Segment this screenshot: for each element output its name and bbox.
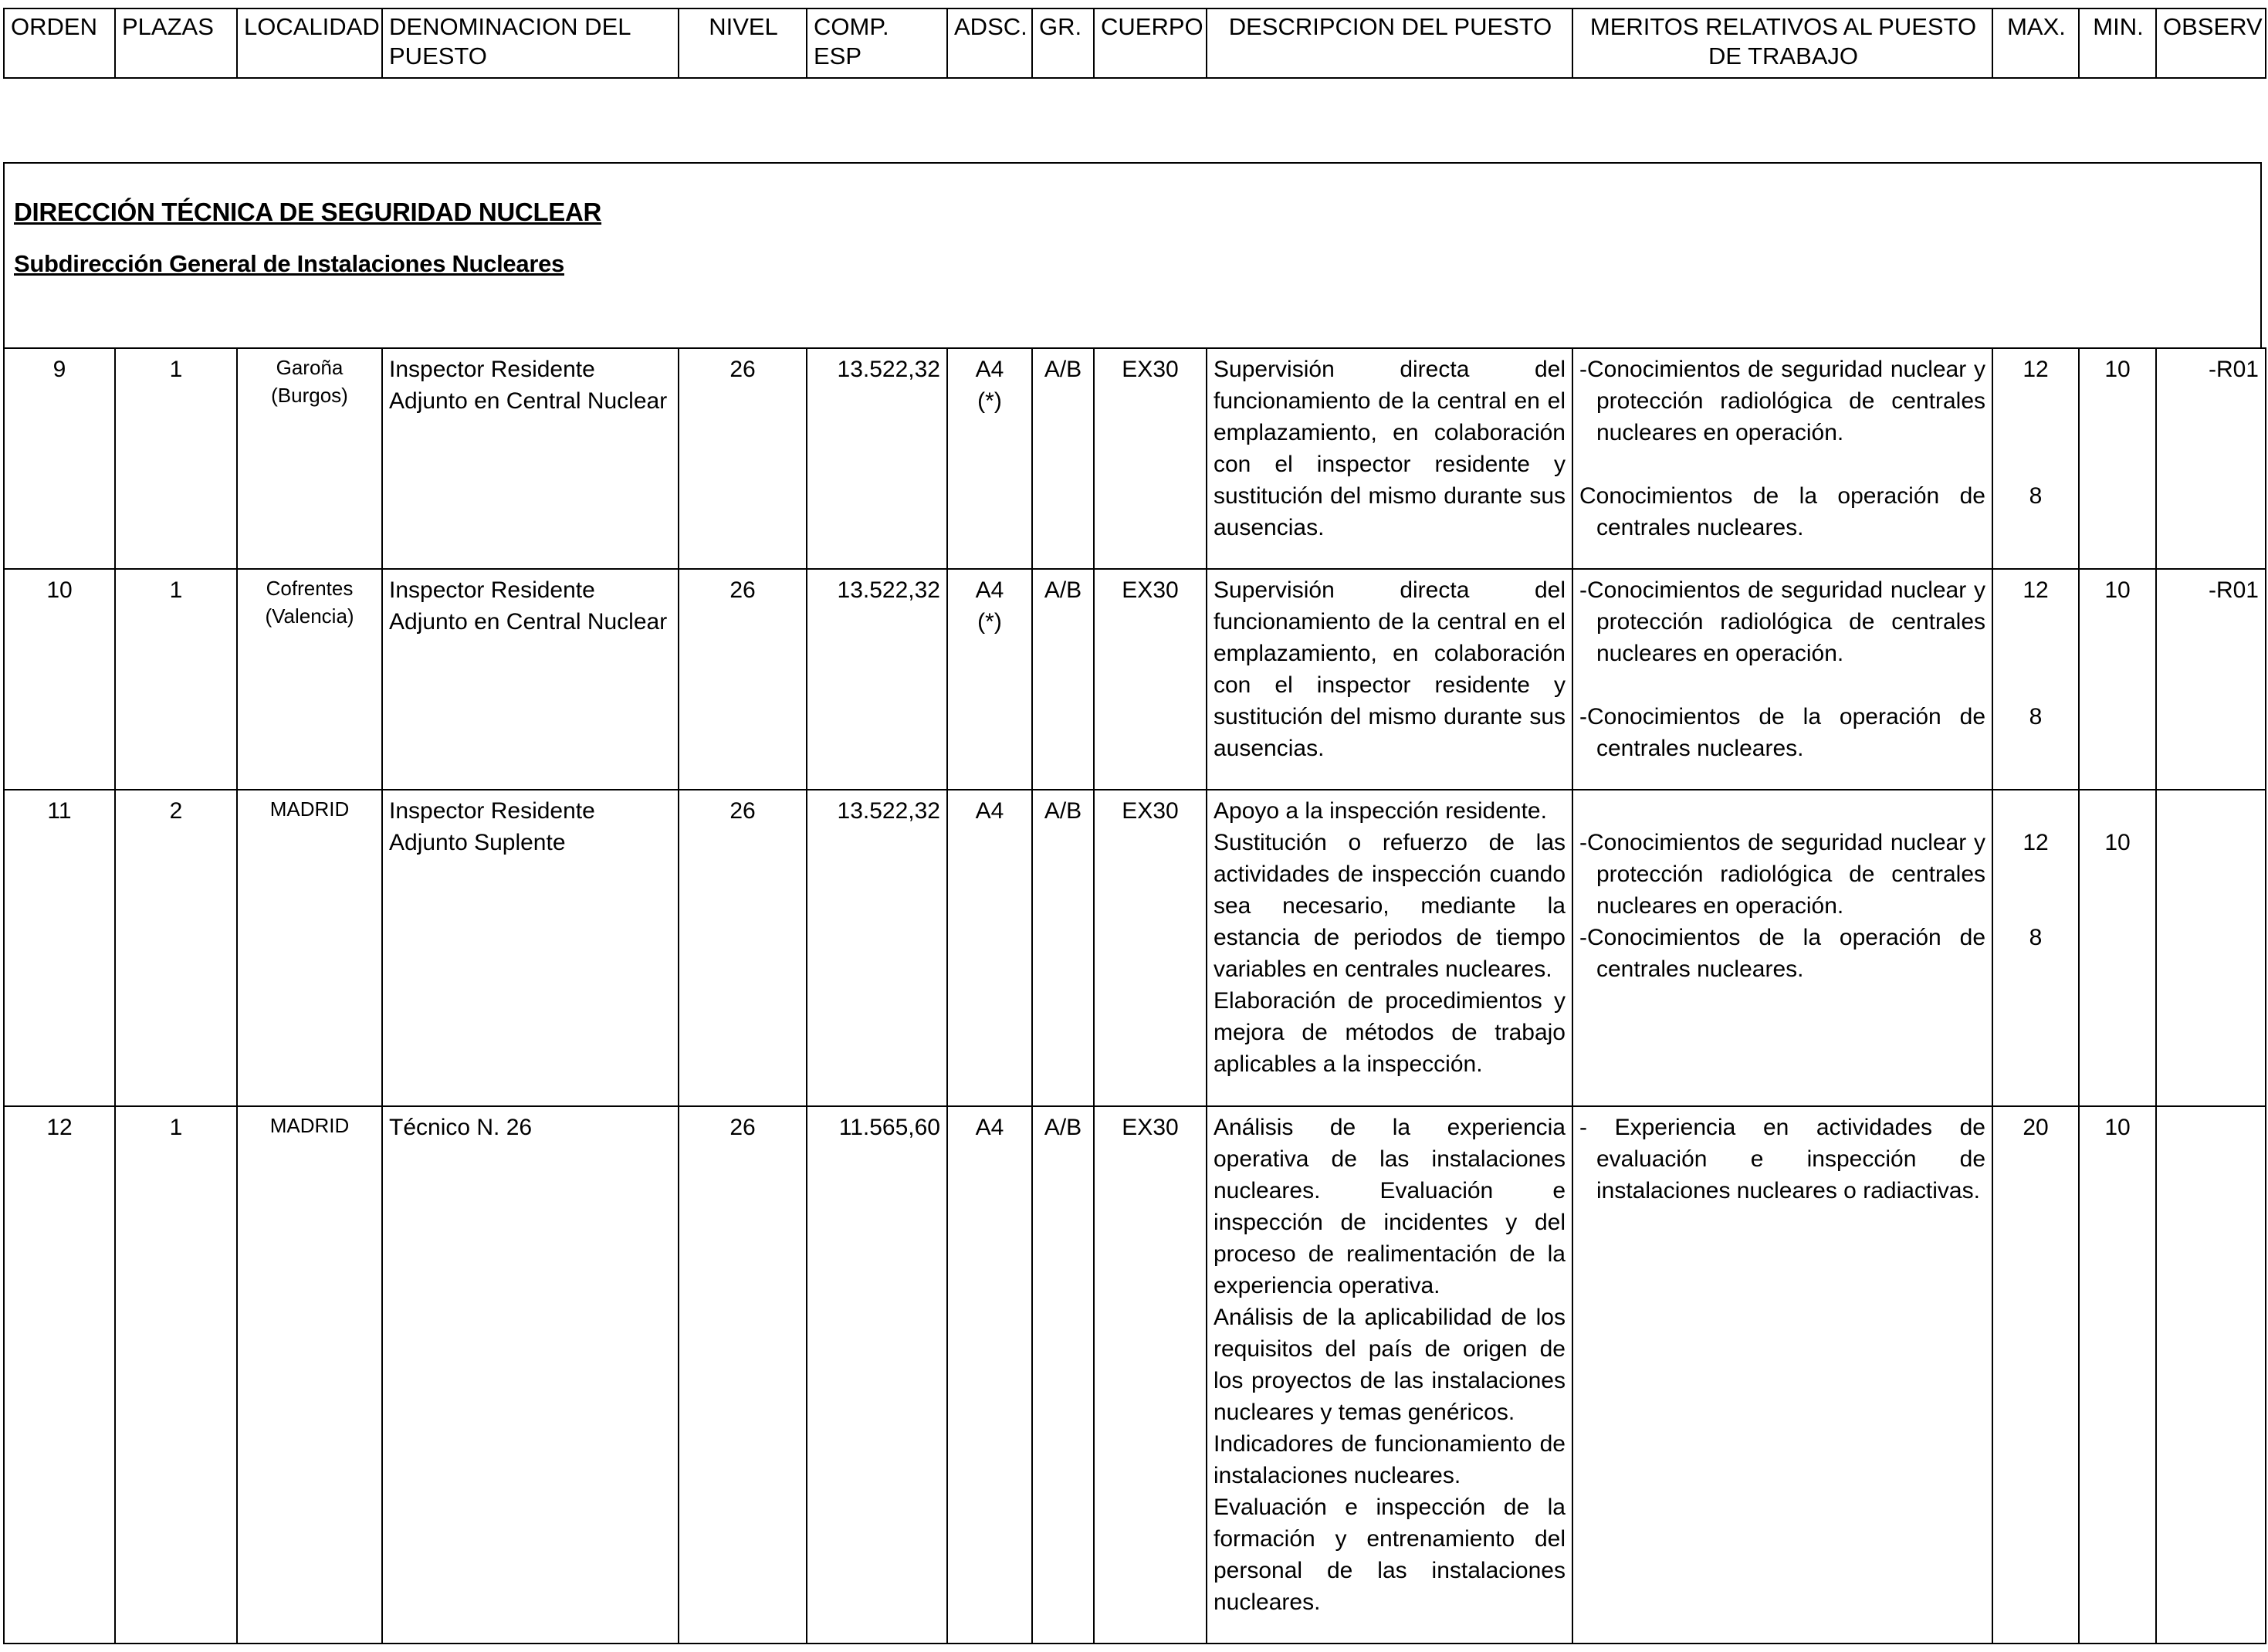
merito-item: - Experiencia en actividades de evaluación e inspección de instalaciones nucleares o radiactivas. <box>1579 1115 1985 1203</box>
merito-item: -Conocimientos de seguridad nuclear y protección radiológica de centrales nucleares en operación. <box>1579 830 1985 919</box>
cell-nivel: 26 <box>679 569 807 790</box>
cell-gr: A/B <box>1032 790 1094 1106</box>
cell-descripcion <box>1207 790 1572 1106</box>
cell-max <box>1992 790 2079 1106</box>
cell-comp-esp: 11.565,60 <box>807 1106 947 1644</box>
min-value: 10 <box>2104 830 2131 855</box>
section-subtitle: Subdirección General de Instalaciones Nucleares <box>14 250 564 277</box>
cell-adsc <box>947 348 1032 569</box>
cell-observ <box>2156 1106 2266 1644</box>
cell-min: 10 <box>2079 348 2156 569</box>
col-adsc: ADSC. <box>947 8 1032 78</box>
max-value: 12 <box>2023 577 2049 603</box>
cell-min: 10 <box>2079 1106 2156 1644</box>
col-meritos: MERITOS RELATIVOS AL PUESTO DE TRABAJO <box>1572 8 1992 78</box>
cell-cuerpo: EX30 <box>1094 569 1207 790</box>
cell-cuerpo: EX30 <box>1094 790 1207 1106</box>
cell-localidad: MADRID <box>237 790 382 1106</box>
max-value: 12 <box>2023 830 2049 855</box>
merito-item: Conocimientos de la operación de centrales nucleares. <box>1579 483 1985 540</box>
max-value: 12 <box>2023 357 2049 382</box>
cell-comp-esp: 13.522,32 <box>807 348 947 569</box>
cell-observ: -R01 <box>2156 569 2266 790</box>
cell-cuerpo: EX30 <box>1094 348 1207 569</box>
column-header-table <box>3 8 2266 79</box>
cell-gr: A/B <box>1032 348 1094 569</box>
cell-max <box>1992 569 2079 790</box>
table-row <box>4 348 2266 569</box>
section-title: DIRECCIÓN TÉCNICA DE SEGURIDAD NUCLEAR <box>14 198 602 226</box>
cell-localidad: Cofrentes (Valencia) <box>237 569 382 790</box>
cell-descripcion: Supervisión directa del funcionamiento de la central en el emplazamiento, en colaboración con el inspector residente y sustitución del mismo durante sus ausencias. <box>1207 569 1572 790</box>
cell-plazas: 2 <box>115 790 237 1106</box>
cell-nivel: 26 <box>679 790 807 1106</box>
col-observ: OBSERV <box>2156 8 2266 78</box>
col-cuerpo: CUERPO <box>1094 8 1207 78</box>
col-descripcion: DESCRIPCION DEL PUESTO <box>1207 8 1572 78</box>
merito-item: -Conocimientos de la operación de centrales nucleares. <box>1579 704 1985 761</box>
cell-observ <box>2156 790 2266 1106</box>
section-heading-box <box>3 162 2262 347</box>
descripcion-paragraph: Apoyo a la inspección residente. <box>1214 798 1547 824</box>
cell-denominacion: Inspector Residente Adjunto en Central Nuclear <box>382 569 679 790</box>
cell-gr: A/B <box>1032 569 1094 790</box>
col-localidad: LOCALIDAD <box>237 8 382 78</box>
cell-denominacion: Inspector Residente Adjunto en Central Nuclear <box>382 348 679 569</box>
descripcion-paragraph: Evaluación e inspección de la formación y entrenamiento del personal de las instalaciones nucleares. <box>1214 1495 1566 1615</box>
cell-meritos <box>1572 1106 1992 1644</box>
cell-adsc: A4 <box>947 1106 1032 1644</box>
cell-descripcion <box>1207 1106 1572 1644</box>
col-max: MAX. <box>1992 8 2079 78</box>
cell-plazas: 1 <box>115 348 237 569</box>
col-min: MIN. <box>2079 8 2156 78</box>
cell-comp-esp: 13.522,32 <box>807 790 947 1106</box>
adsc-note: (*) <box>977 609 1002 635</box>
table-row <box>4 569 2266 790</box>
col-nivel: NIVEL <box>679 8 807 78</box>
descripcion-paragraph: Elaboración de procedimientos y mejora de métodos de trabajo aplicables a la inspección. <box>1214 988 1566 1077</box>
cell-min: 10 <box>2079 569 2156 790</box>
cell-localidad: Garoña (Burgos) <box>237 348 382 569</box>
cell-cuerpo: EX30 <box>1094 1106 1207 1644</box>
col-denominacion: DENOMINACION DEL PUESTO <box>382 8 679 78</box>
cell-localidad: MADRID <box>237 1106 382 1644</box>
cell-nivel: 26 <box>679 1106 807 1644</box>
max-value: 8 <box>2029 925 2043 950</box>
max-value: 8 <box>2029 483 2043 509</box>
cell-comp-esp: 13.522,32 <box>807 569 947 790</box>
cell-adsc <box>947 569 1032 790</box>
merito-item: -Conocimientos de seguridad nuclear y protección radiológica de centrales nucleares en operación. <box>1579 357 1985 445</box>
descripcion-paragraph: Sustitución o refuerzo de las actividades de inspección cuando sea necesario, mediante la estancia de periodos de tiempo variables en centrales nucleares. <box>1214 830 1566 982</box>
cell-descripcion: Supervisión directa del funcionamiento de la central en el emplazamiento, en colaboración con el inspector residente y sustitución del mismo durante sus ausencias. <box>1207 348 1572 569</box>
col-orden: ORDEN <box>4 8 115 78</box>
max-value: 8 <box>2029 704 2043 730</box>
cell-min <box>2079 790 2156 1106</box>
positions-table <box>3 347 2266 1644</box>
cell-adsc: A4 <box>947 790 1032 1106</box>
cell-meritos <box>1572 569 1992 790</box>
descripcion-paragraph: Análisis de la experiencia operativa de las instalaciones nucleares. Evaluación e inspección de incidentes y del proceso de realimentación de la experiencia operativa. <box>1214 1115 1566 1298</box>
cell-max <box>1992 1106 2079 1644</box>
cell-denominacion: Inspector Residente Adjunto Suplente <box>382 790 679 1106</box>
col-plazas: PLAZAS <box>115 8 237 78</box>
adsc-value: A4 <box>975 357 1004 382</box>
descripcion-paragraph: Análisis de la aplicabilidad de los requisitos del país de origen de los proyectos de las instalaciones nucleares y temas genéricos. <box>1214 1305 1566 1425</box>
adsc-value: A4 <box>975 577 1004 603</box>
cell-meritos <box>1572 790 1992 1106</box>
merito-item: -Conocimientos de la operación de centrales nucleares. <box>1579 925 1985 982</box>
cell-meritos <box>1572 348 1992 569</box>
max-value: 20 <box>2023 1115 2049 1140</box>
col-comp-esp: COMP. ESP <box>807 8 947 78</box>
descripcion-paragraph: Indicadores de funcionamiento de instalaciones nucleares. <box>1214 1431 1566 1488</box>
cell-denominacion: Técnico N. 26 <box>382 1106 679 1644</box>
table-row <box>4 790 2266 1106</box>
cell-plazas: 1 <box>115 569 237 790</box>
merito-item: -Conocimientos de seguridad nuclear y protección radiológica de centrales nucleares en operación. <box>1579 577 1985 666</box>
cell-plazas: 1 <box>115 1106 237 1644</box>
cell-observ: -R01 <box>2156 348 2266 569</box>
cell-nivel: 26 <box>679 348 807 569</box>
cell-orden: 11 <box>4 790 115 1106</box>
cell-orden: 12 <box>4 1106 115 1644</box>
cell-orden: 9 <box>4 348 115 569</box>
adsc-note: (*) <box>977 388 1002 414</box>
cell-max <box>1992 348 2079 569</box>
table-row <box>4 1106 2266 1644</box>
col-gr: GR. <box>1032 8 1094 78</box>
cell-orden: 10 <box>4 569 115 790</box>
cell-gr: A/B <box>1032 1106 1094 1644</box>
